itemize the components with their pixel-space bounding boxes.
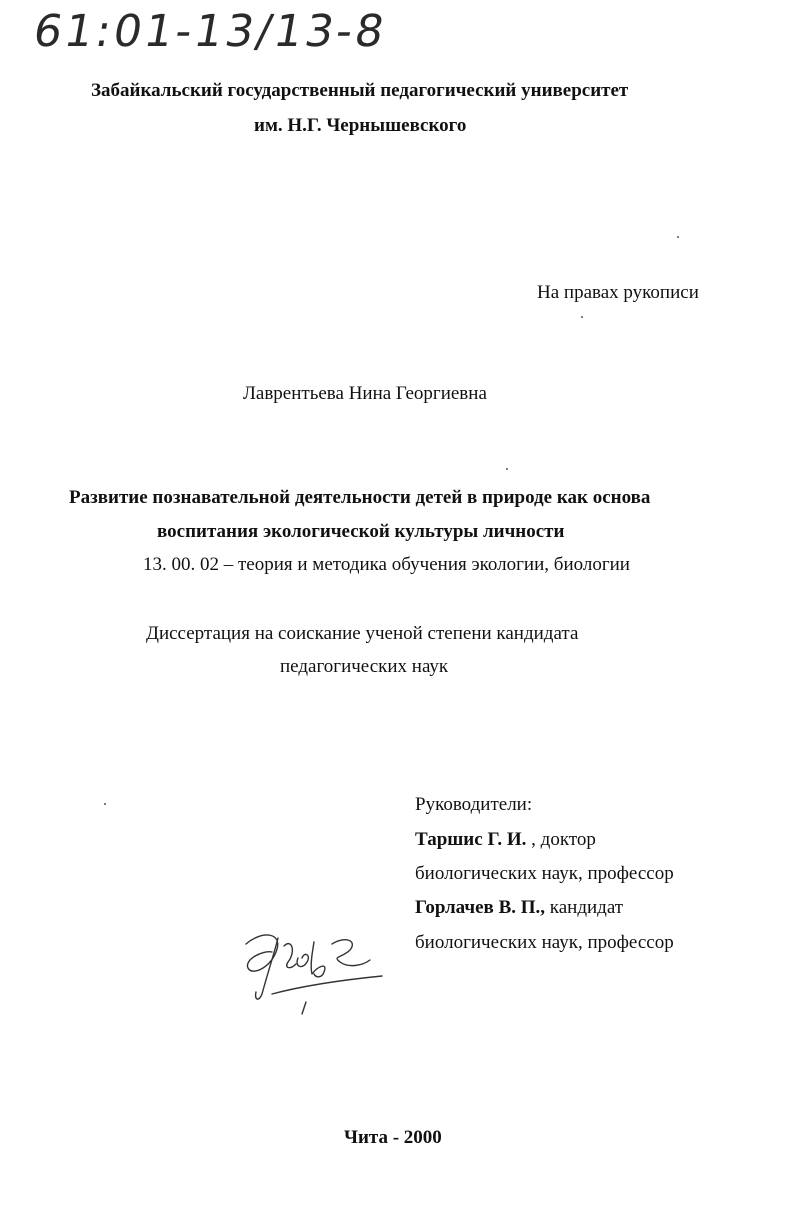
specialty-code: 13. 00. 02 – теория и методика обучения экологии, биологии xyxy=(143,554,630,575)
supervisor-2 xyxy=(415,897,623,919)
archive-code: 61:01-13/13-8 xyxy=(29,6,391,57)
university-name: Забайкальский государственный педагогический университет xyxy=(91,80,629,101)
supervisors-heading: Руководители: xyxy=(415,794,533,815)
supervisor-1-degree: биологических наук, профессор xyxy=(415,863,674,884)
university-named-after: им. Н.Г. Чернышевского xyxy=(254,115,467,136)
author-name: Лаврентьева Нина Георгиевна xyxy=(243,383,487,404)
supervisor-2-title: кандидат xyxy=(545,897,624,918)
manuscript-note: На правах рукописи xyxy=(537,282,699,303)
dissertation-type-line-2: педагогических наук xyxy=(280,656,449,677)
dissertation-title-line-1: Развитие познавательной деятельности детей в природе как основа xyxy=(69,487,651,508)
supervisor-1 xyxy=(415,829,596,851)
scan-speck xyxy=(104,803,106,805)
supervisor-2-degree: биологических наук, профессор xyxy=(415,932,674,953)
scan-speck xyxy=(677,236,679,238)
supervisor-2-name: Горлачев В. П., xyxy=(415,897,546,918)
scan-speck xyxy=(506,468,508,470)
scan-speck xyxy=(581,316,583,318)
handwritten-signature xyxy=(232,922,392,1018)
dissertation-title-line-2: воспитания экологической культуры личности xyxy=(157,521,565,542)
city-year: Чита - 2000 xyxy=(344,1127,442,1148)
dissertation-type-line-1: Диссертация на соискание ученой степени кандидата xyxy=(146,623,579,644)
supervisor-1-name: Таршис Г. И. xyxy=(415,829,527,850)
supervisor-1-title: , доктор xyxy=(526,829,596,850)
